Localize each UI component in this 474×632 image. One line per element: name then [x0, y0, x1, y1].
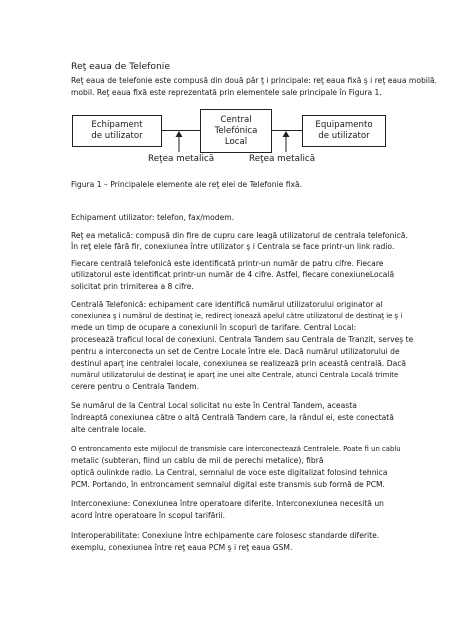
- p4-line-3: mede un timp de ocupare a conexiunii în scopuri de tarifare. Central Local:: [71, 323, 357, 332]
- p4-line-7: numărul utilizatorului de destinaţ ie aparţ ine unei alte Centrale, atunci Centrala Locală trimite: [71, 371, 399, 379]
- page-title: Reţ eaua de Telefonie: [71, 61, 170, 72]
- box-right-line-1: Equipamento: [315, 120, 373, 130]
- arrow-up-icon: [176, 131, 183, 137]
- p5-line-1: Se numărul de la Central Local solicitat nu este în Central Tandem, aceasta: [71, 401, 357, 410]
- box-left-line-2: de utilizator: [91, 131, 143, 141]
- intro-line-2: mobil. Reţ eaua fixă este reprezentată prin elementele sale principale în Figura 1.: [71, 88, 382, 97]
- p5-line-2: îndreaptă conexiunea către o altă Centrală Tandem care, la rândul ei, este conectată: [71, 413, 394, 422]
- p7-line-1: Interconexiune: Conexiunea între operatoare diferite. Interconexiunea necesită un: [71, 499, 384, 508]
- p3-line-3: solicitat prin trimiterea a 8 cifre.: [71, 282, 194, 291]
- p4-line-1: Centrală Telefonică: echipament care identifică numărul utilizatorului originator al: [71, 300, 383, 309]
- p8-line-2: exemplu, conexiunea între reţ eaua PCM ş i reţ eaua GSM.: [71, 543, 293, 552]
- p6-line-1: O entroncamento este mijlocul de transmisie care interconectează Centralele. Poate fi un cablu: [71, 445, 401, 453]
- p6-line-4: PCM. Portando, în entroncament semnalul digital este transmis sub formă de PCM.: [71, 480, 385, 489]
- p4-line-8: cerere pentru o Centrala Tandem.: [71, 382, 200, 391]
- p6-line-2: metalic (subteran, fiind un cablu de mii de perechi metalice), fibră: [71, 456, 324, 465]
- p6-line-3: optică oulinkde radio. La Central, semnalul de voce este digitalizat folosind tehnica: [71, 468, 388, 477]
- p3-line-2: utilizatorul este identificat printr-un număr de 4 cifre. Astfel, fiecare conexiuneLocală: [71, 270, 395, 279]
- p4-line-5: pentru a interconecta un set de Centre Locale între ele. Dacă numărul utilizatorului de: [71, 347, 400, 356]
- box-left-line-1: Echipament: [91, 120, 143, 130]
- p2-line-2: În reţ elele fără fir, conexiunea între utilizator ş i Centrala se face printr-un link radio.: [71, 242, 395, 251]
- p1-line-1: Echipament utilizator: telefon, fax/modem.: [71, 213, 235, 222]
- p8-line-1: Interoperabilitate: Conexiune între echipamente care folosesc standarde diferite.: [71, 531, 380, 540]
- label-metal-network-right: Reţea metalică: [249, 154, 316, 164]
- p3-line-1: Fiecare centrală telefonică este identificată printr-un număr de patru cifre. Fiecare: [71, 259, 384, 268]
- p5-line-3: alte centrale locale.: [71, 425, 147, 434]
- box-right-line-2: de utilizator: [318, 131, 370, 141]
- figure-caption: Figura 1 – Principalele elemente ale reţ elei de Telefonie fixă.: [71, 180, 303, 189]
- box-center-line-1: Central: [220, 114, 252, 125]
- p4-line-6: destinul aparţ ine centralei locale, conexiunea se realizează prin această centrală. Dacă: [71, 359, 407, 368]
- p7-line-2: acord între operatoare în scopul tarifării.: [71, 511, 226, 520]
- box-center-line-3: Local: [224, 136, 248, 147]
- p4-line-4: procesează traficul local de conexiuni. Centrala Tandem sau Centrala de Tranzit, serveş te: [71, 335, 414, 344]
- p4-line-2: conexiunea ş i numărul de destinaţ ie, redirecţ ionează apelul către utilizatorul de destinaţ ie ş i: [71, 312, 403, 320]
- arrow-up-icon: [283, 131, 290, 137]
- intro-line-1: Reţ eaua de telefonie este compusă din două păr ţ i principale: reţ eaua fixă ş i reţ eaua mobilă.: [71, 76, 438, 85]
- label-metal-network-left: Reţea metalică: [148, 154, 215, 164]
- p2-line-1: Reţ ea metalică: compusă din fire de cupru care leagă utilizatorul de centrala telefonică.: [71, 231, 408, 240]
- box-center-line-2: Telefónica: [214, 125, 258, 136]
